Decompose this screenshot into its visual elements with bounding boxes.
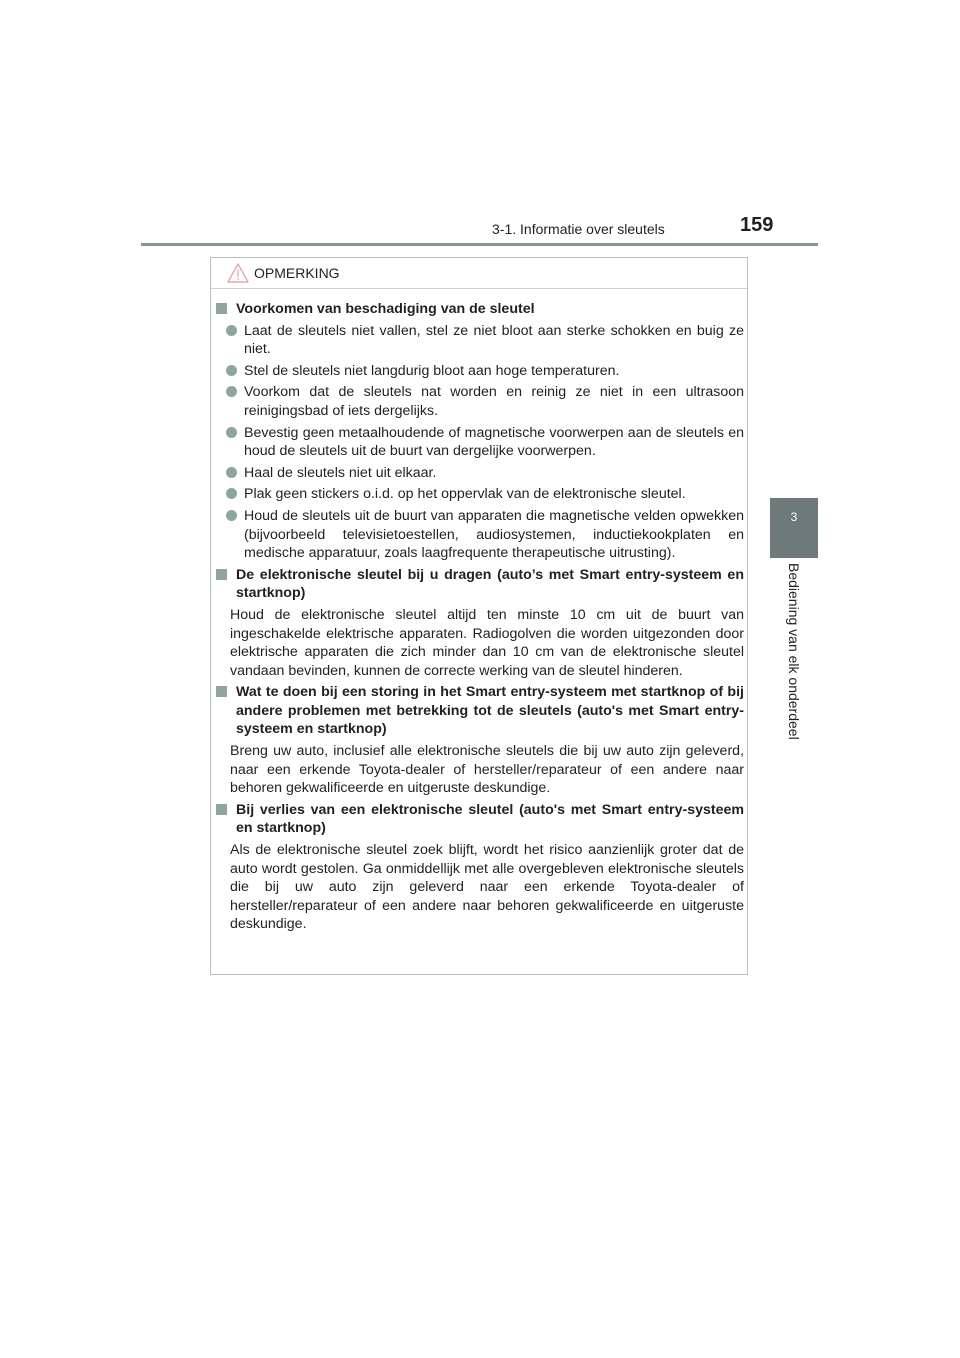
section-body: Breng uw auto, inclusief alle elektronische sleutels die bij uw auto zijn geleverd, naar een erkende Toyota-dealer of hersteller/reparateur of een andere naar behoren gekwalificeerde en uitgeruste deskundige. — [230, 743, 744, 797]
bullet-text: Stel de sleutels niet langdurig bloot aan hoge temperaturen. — [244, 362, 620, 379]
bullet-text: Plak geen stickers o.i.d. op het oppervlak van de elektronische sleutel. — [244, 486, 686, 503]
section-title — [216, 566, 744, 603]
page-number: 159 — [740, 214, 774, 236]
bullet-item — [216, 362, 744, 381]
notice-title: OPMERKING — [254, 265, 340, 281]
bullet-item — [216, 383, 744, 420]
bullet-item — [216, 464, 744, 483]
square-bullet-icon — [216, 686, 227, 697]
dot-bullet-icon — [226, 510, 237, 521]
dot-bullet-icon — [226, 386, 237, 397]
bullet-item — [216, 424, 744, 461]
notice-section — [216, 801, 744, 934]
notice-box — [210, 257, 748, 975]
dot-bullet-icon — [226, 365, 237, 376]
header-rule — [141, 243, 818, 246]
warning-triangle-icon — [227, 263, 249, 283]
section-title-text: Wat te doen bij een storing in het Smart entry-systeem met startknop of bij andere problemen met betrekking tot de sleutels (auto's met Smart entry-systeem en startknop) — [236, 684, 744, 738]
section-body: Als de elektronische sleutel zoek blijft, wordt het risico aanzienlijk groter dat de auto wordt gestolen. Ga onmiddellijk met alle overgebleven elektronische sleutels die bij uw auto zijn geleverd naar een erkende Toyota-dealer of hersteller/reparateur of een andere naar behoren gekwalificeerde en uitgeruste deskundige. — [230, 842, 744, 933]
square-bullet-icon — [216, 804, 227, 815]
square-bullet-icon — [216, 569, 227, 580]
section-title-text: De elektronische sleutel bij u dragen (auto’s met Smart entry-systeem en startknop) — [236, 566, 744, 602]
bullet-text: Bevestig geen metaalhoudende of magnetische voorwerpen aan de sleutels en houd de sleutels uit de buurt van dergelijke voorwerpen. — [244, 424, 744, 460]
section-title-text: Bij verlies van een elektronische sleutel (auto's met Smart entry-systeem en startknop) — [236, 801, 744, 837]
bullet-text: Houd de sleutels uit de buurt van apparaten die magnetische velden opwekken (bijvoorbeeld televisietoestellen, audiosystemen, inductiekookplaten en medische apparatuur, zoals laagfrequente therapeutische uitrusting). — [244, 507, 744, 562]
dot-bullet-icon — [226, 488, 237, 499]
notice-section — [216, 566, 744, 681]
section-title-text: Voorkomen van beschadiging van de sleutel — [236, 301, 535, 317]
bullet-item — [216, 507, 744, 563]
bullet-text: Haal de sleutels niet uit elkaar. — [244, 464, 437, 481]
dot-bullet-icon — [226, 467, 237, 478]
square-bullet-icon — [216, 303, 227, 314]
notice-section — [216, 300, 744, 563]
section-body: Houd de elektronische sleutel altijd ten minste 10 cm uit de buurt van ingeschakelde elektrische apparaten. Radiogolven die worden uitgezonden door elektrische apparaten die zich minder dan 10 cm van de elektronische sleutel vandaan bevinden, kunnen de correcte werking van de sleutel hinderen. — [230, 606, 744, 679]
bullet-item — [216, 485, 744, 504]
bullet-text: Voorkom dat de sleutels nat worden en reinig ze niet in een ultrasoon reinigingsbad of iets dergelijks. — [244, 384, 744, 419]
dot-bullet-icon — [226, 325, 237, 336]
notice-content — [216, 300, 744, 934]
chapter-tab — [770, 498, 818, 558]
notice-header — [211, 258, 747, 289]
header-section-title: 3-1. Informatie over sleutels — [492, 221, 665, 237]
section-title — [216, 300, 744, 319]
chapter-number: 3 — [790, 510, 798, 524]
section-title — [216, 801, 744, 838]
bullet-item — [216, 322, 744, 359]
notice-section — [216, 683, 744, 798]
section-title — [216, 683, 744, 739]
dot-bullet-icon — [226, 427, 237, 438]
chapter-label: Bediening van elk onderdeel — [786, 563, 802, 740]
bullet-text: Laat de sleutels niet vallen, stel ze niet bloot aan sterke schokken en buig ze niet. — [244, 322, 744, 358]
